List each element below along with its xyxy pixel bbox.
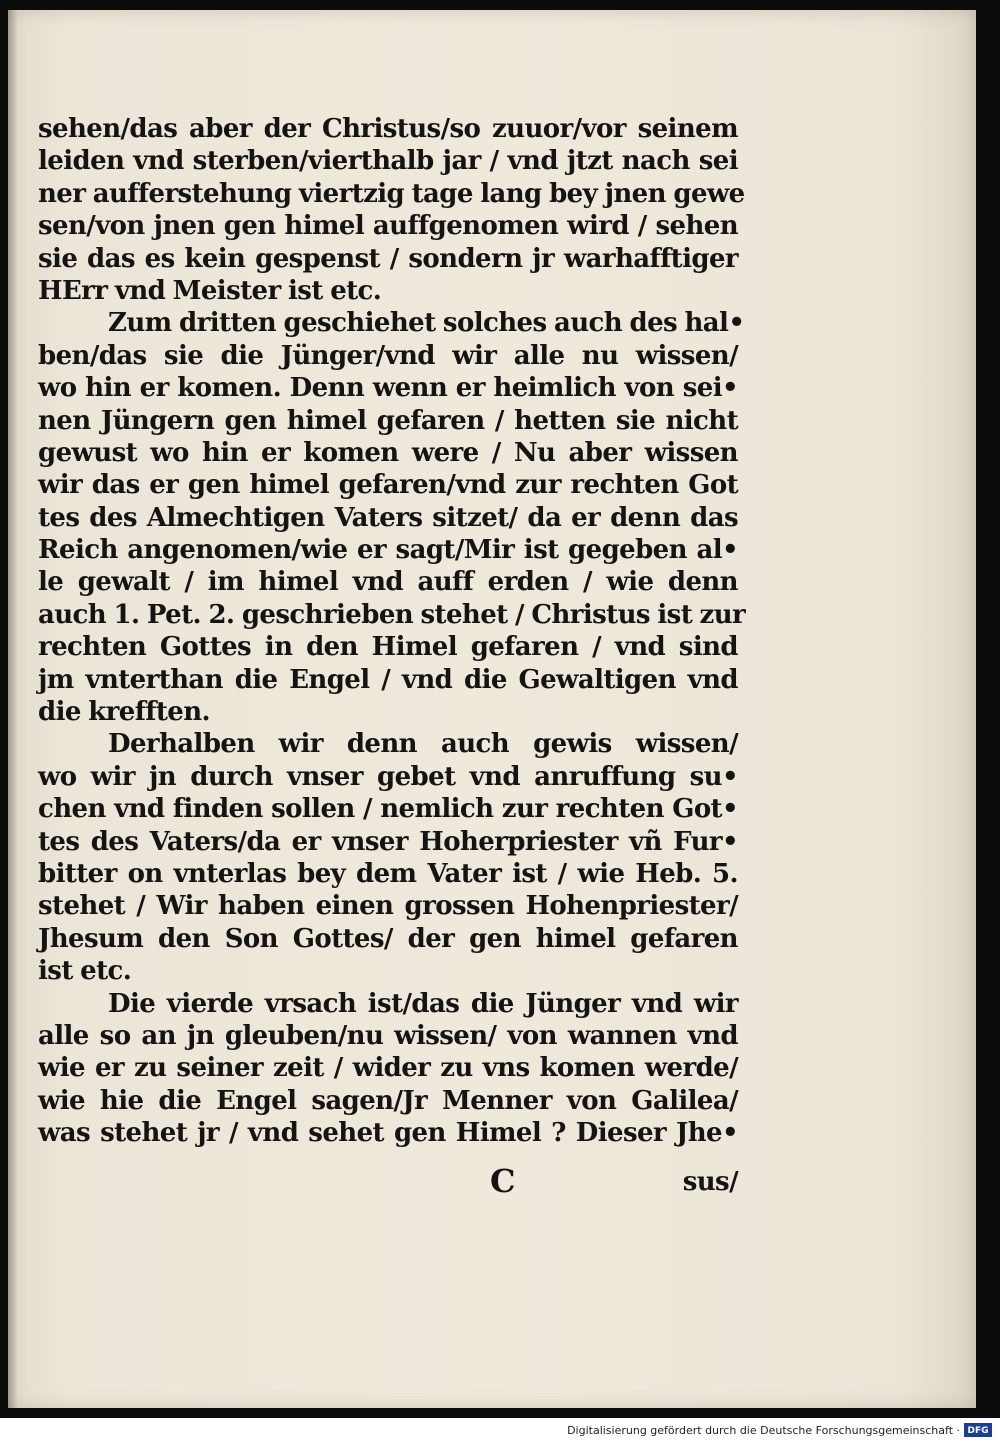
text-line: Zum dritten geschiehet solches auch des hal• — [108, 308, 745, 339]
text-line: gewust wo hin er komen were / Nu aber wissen — [38, 437, 738, 468]
text-line: wo hin er komen. Denn wenn er heimlich von sei• — [38, 373, 738, 404]
text-line: sen/von jnen gen himel auffgenomen wird / sehen — [38, 211, 738, 242]
text-line: nen Jüngern gen himel gefaren / hetten sie nicht — [38, 405, 738, 436]
text-line: jm vnterthan die Engel / vnd die Gewaltigen vnd — [38, 664, 738, 695]
text-line: sie das es kein gespenst / sondern jr warhafftiger — [38, 243, 738, 274]
text-line: die krefften. — [38, 697, 210, 728]
text-line: ben/das sie die Jünger/vnd wir alle nu wissen/ — [38, 340, 738, 371]
text-line: HErr vnd Meister ist etc. — [38, 275, 382, 306]
text-line: stehet / Wir haben einen grossen Hohenpriester/ — [38, 891, 738, 922]
text-line: was stehet jr / vnd sehet gen Himel ? Dieser Jhe• — [38, 1118, 738, 1149]
text-line: chen vnd finden sollen / nemlich zur rechten Got• — [38, 794, 738, 825]
text-line: ist etc. — [38, 956, 132, 987]
text-line: wie hie die Engel sagen/Jr Menner von Galilea/ — [38, 1085, 738, 1116]
page-text-block — [38, 113, 746, 1150]
text-line: Die vierde vrsach ist/das die Jünger vnd wir — [108, 988, 738, 1019]
text-line: leiden vnd sterben/vierthalb jar / vnd jtzt nach sei — [38, 146, 738, 177]
text-line: sehen/das aber der Christus/so zuuor/vor seinem — [38, 114, 738, 144]
text-line: ner aufferstehung viertzig tage lang bey jnen gewe — [38, 178, 745, 209]
page-bottom-row — [38, 1163, 738, 1199]
text-line: wie er zu seiner zeit / wider zu vns komen werde/ — [38, 1053, 738, 1084]
text-line: Derhalben wir denn auch gewis wissen/ — [108, 729, 738, 760]
footer-bar — [0, 1418, 1000, 1444]
text-line: Jhesum den Son Gottes/ der gen himel gefaren — [38, 923, 738, 954]
text-line: Reich angenomen/wie er sagt/Mir ist gegeben al• — [38, 535, 738, 566]
signature-mark: C — [490, 1162, 516, 1200]
catchword: sus/ — [682, 1167, 738, 1197]
digitization-credit: Digitalisierung gefördert durch die Deutsche Forschungsgemeinschaft · — [567, 1424, 960, 1437]
text-line: le gewalt / im himel vnd auff erden / wie denn — [38, 567, 738, 598]
text-line: auch 1. Pet. 2. geschrieben stehet / Christus ist zur — [38, 599, 746, 630]
text-line: bitter on vnterlas bey dem Vater ist / wie Heb. 5. — [38, 858, 738, 889]
text-line: alle so an jn gleuben/nu wissen/ von wannen vnd — [38, 1020, 738, 1051]
page-gutter-shadow — [8, 10, 18, 1408]
text-line: wo wir jn durch vnser gebet vnd anruffung su• — [38, 761, 738, 792]
text-line: rechten Gottes in den Himel gefaren / vnd sind — [38, 632, 738, 663]
text-line: tes des Almechtigen Vaters sitzet/ da er denn das — [38, 502, 738, 533]
dfg-logo-icon: DFG — [964, 1423, 992, 1437]
text-line: tes des Vaters/da er vnser Hoherpriester vñ Fur• — [38, 826, 738, 857]
text-line: wir das er gen himel gefaren/vnd zur rechten Got — [38, 470, 738, 501]
